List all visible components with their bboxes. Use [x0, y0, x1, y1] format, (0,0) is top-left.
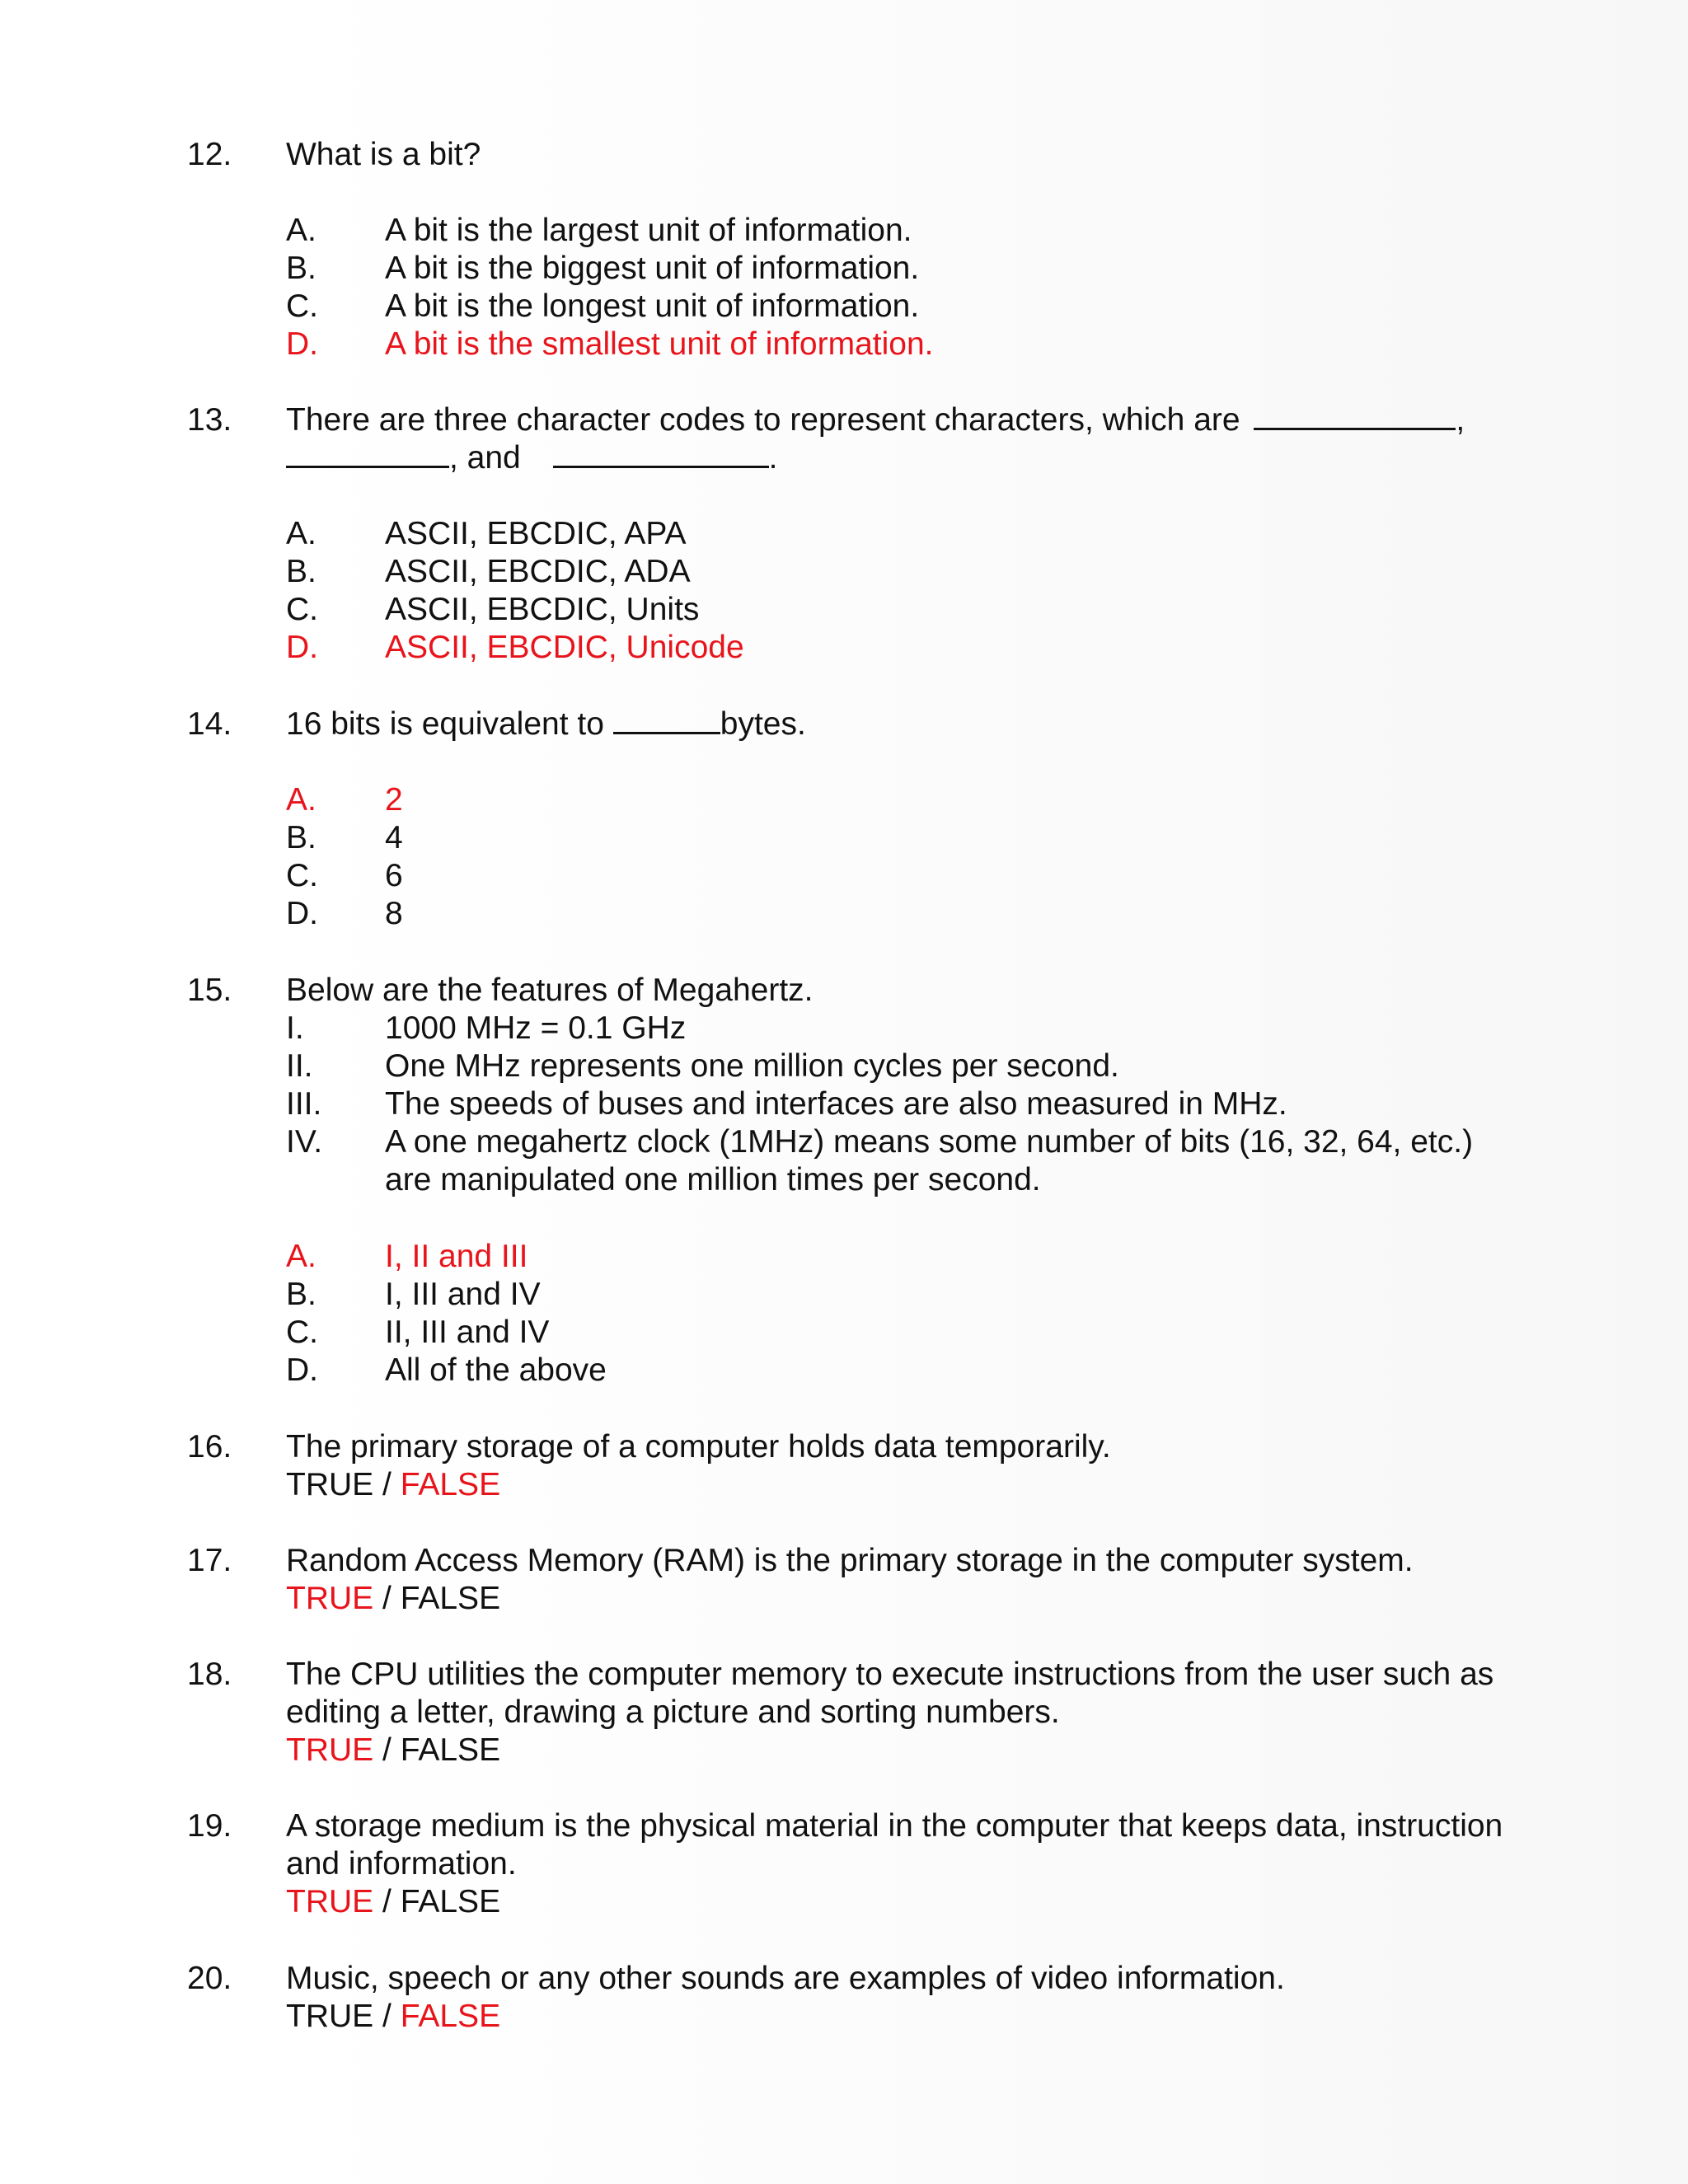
- option-text: 8: [385, 896, 403, 931]
- option-letter: C.: [286, 858, 318, 893]
- answer-blank: [286, 462, 449, 468]
- question-number: 18.: [187, 1657, 232, 1692]
- correct-option-text: 2: [385, 782, 403, 818]
- false-label: FALSE: [400, 1581, 501, 1616]
- stem-text: 16 bits is equivalent to: [286, 706, 604, 742]
- option-text: ASCII, EBCDIC, Units: [385, 592, 700, 627]
- feature-text: 1000 MHz = 0.1 GHz: [385, 1010, 687, 1046]
- correct-option-letter: D.: [286, 630, 318, 665]
- option-text: 6: [385, 858, 403, 893]
- stem-text: There are three character codes to represent characters, which are: [286, 402, 1240, 438]
- correct-option-text: I, II and III: [385, 1239, 528, 1274]
- question-stem-continued: and information.: [286, 1846, 517, 1882]
- answer-blank: [613, 729, 720, 734]
- option-text: ASCII, EBCDIC, ADA: [385, 554, 691, 589]
- option-letter: B.: [286, 554, 316, 589]
- question-number: 17.: [187, 1543, 232, 1578]
- feature-text: One MHz represents one million cycles per second.: [385, 1048, 1119, 1084]
- option-text: A bit is the longest unit of information.: [385, 288, 920, 324]
- question-stem: The CPU utilities the computer memory to execute instructions from the user such as: [286, 1657, 1494, 1692]
- true-label: TRUE: [286, 1999, 374, 2034]
- option-letter: B.: [286, 251, 316, 286]
- feature-numeral: II.: [286, 1048, 313, 1084]
- option-text: ASCII, EBCDIC, APA: [385, 516, 687, 551]
- question-stem: What is a bit?: [286, 137, 481, 172]
- question-number: 12.: [187, 137, 232, 172]
- question-stem-continued: [286, 439, 777, 477]
- correct-option-text: ASCII, EBCDIC, Unicode: [385, 630, 744, 665]
- feature-text: A one megahertz clock (1MHz) means some number of bits (16, 32, 64, etc.): [385, 1124, 1474, 1160]
- stem-text-after: bytes.: [720, 706, 806, 742]
- true-false-choice: [286, 1466, 500, 1504]
- true-label-correct: TRUE: [286, 1581, 374, 1616]
- correct-option-letter: A.: [286, 1239, 316, 1274]
- false-label-correct: FALSE: [400, 1999, 501, 2034]
- false-label-correct: FALSE: [400, 1467, 501, 1502]
- option-letter: C.: [286, 592, 318, 627]
- question-stem-continued: editing a letter, drawing a picture and sorting numbers.: [286, 1694, 1060, 1730]
- answer-blank: [553, 462, 769, 468]
- option-letter: C.: [286, 1315, 318, 1350]
- question-stem: Random Access Memory (RAM) is the primary storage in the computer system.: [286, 1543, 1414, 1578]
- question-stem: Below are the features of Megahertz.: [286, 972, 814, 1008]
- feature-numeral: III.: [286, 1086, 322, 1122]
- question-number: 20.: [187, 1961, 232, 1996]
- true-false-choice: [286, 1580, 500, 1618]
- option-text: 4: [385, 820, 403, 855]
- question-number: 15.: [187, 972, 232, 1008]
- question-number: 19.: [187, 1808, 232, 1844]
- question-stem: [286, 705, 806, 743]
- correct-option-letter: A.: [286, 782, 316, 818]
- true-label: TRUE: [286, 1467, 374, 1502]
- option-text: All of the above: [385, 1352, 607, 1388]
- stem-period: .: [768, 440, 778, 476]
- question-stem: [286, 401, 1465, 439]
- true-false-choice: [286, 1998, 500, 2036]
- option-letter: B.: [286, 820, 316, 855]
- option-text: A bit is the largest unit of information.: [385, 213, 912, 248]
- true-label-correct: TRUE: [286, 1884, 374, 1919]
- option-letter: A.: [286, 516, 316, 551]
- option-letter: B.: [286, 1277, 316, 1312]
- true-label-correct: TRUE: [286, 1732, 374, 1768]
- option-text: I, III and IV: [385, 1277, 541, 1312]
- stem-and: , and: [449, 440, 521, 476]
- option-letter: A.: [286, 213, 316, 248]
- option-text: II, III and IV: [385, 1315, 550, 1350]
- feature-numeral: IV.: [286, 1124, 323, 1160]
- option-text: A bit is the biggest unit of information.: [385, 251, 920, 286]
- option-letter: C.: [286, 288, 318, 324]
- choice-separator: /: [373, 1999, 401, 2034]
- correct-option-letter: D.: [286, 326, 318, 362]
- feature-text-continued: are manipulated one million times per second.: [385, 1162, 1041, 1197]
- choice-separator: /: [373, 1581, 401, 1616]
- correct-option-text: A bit is the smallest unit of information.: [385, 326, 934, 362]
- false-label: FALSE: [400, 1884, 501, 1919]
- false-label: FALSE: [400, 1732, 501, 1768]
- stem-comma: ,: [1456, 402, 1465, 438]
- question-stem: Music, speech or any other sounds are examples of video information.: [286, 1961, 1285, 1996]
- question-number: 13.: [187, 402, 232, 438]
- feature-numeral: I.: [286, 1010, 304, 1046]
- true-false-choice: [286, 1883, 500, 1921]
- option-letter: D.: [286, 896, 318, 931]
- question-stem: A storage medium is the physical material in the computer that keeps data, instruction: [286, 1808, 1503, 1844]
- question-stem: The primary storage of a computer holds data temporarily.: [286, 1429, 1111, 1465]
- true-false-choice: [286, 1732, 500, 1769]
- question-number: 14.: [187, 706, 232, 742]
- feature-text: The speeds of buses and interfaces are also measured in MHz.: [385, 1086, 1287, 1122]
- choice-separator: /: [373, 1884, 401, 1919]
- option-letter: D.: [286, 1352, 318, 1388]
- choice-separator: /: [373, 1467, 401, 1502]
- answer-blank: [1254, 424, 1456, 430]
- choice-separator: /: [373, 1732, 401, 1768]
- question-number: 16.: [187, 1429, 232, 1465]
